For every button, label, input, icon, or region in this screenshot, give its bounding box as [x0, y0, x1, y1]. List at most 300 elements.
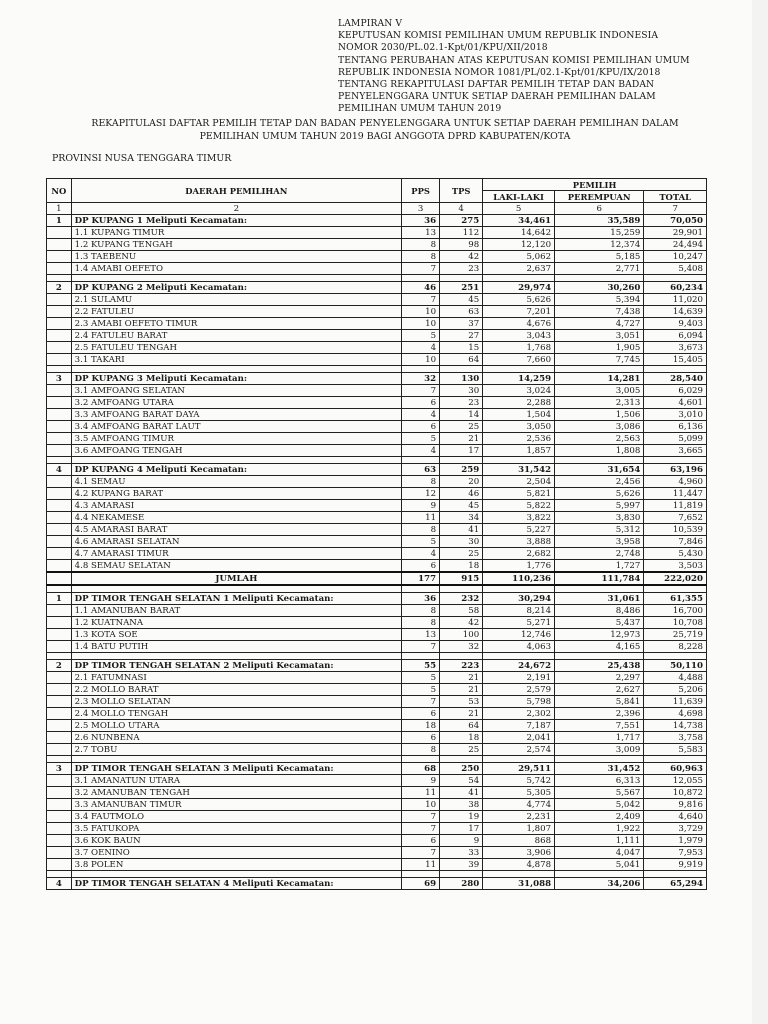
cell-laki: 3,906 [483, 847, 555, 859]
cell-total: 3,665 [644, 445, 707, 457]
cell-tps: 18 [440, 732, 483, 744]
cell-pps: 12 [402, 488, 440, 500]
cell-perempuan: 2,396 [555, 708, 644, 720]
table-row [47, 799, 707, 811]
col-pps: PPS [402, 179, 440, 203]
kecamatan-name: 4.4 NEKAMESE [71, 512, 402, 524]
cell-perempuan: 4,727 [555, 318, 644, 330]
group-tps: 259 [440, 464, 483, 476]
kecamatan-name: 4.2 KUPANG BARAT [71, 488, 402, 500]
cell-laki: 2,302 [483, 708, 555, 720]
group-name: DP TIMOR TENGAH SELATAN 1 Meliputi Kecamatan: [71, 593, 402, 605]
kecamatan-name: 3.1 AMANATUN UTARA [71, 775, 402, 787]
cell-pps: 11 [402, 859, 440, 871]
cell-pps: 4 [402, 548, 440, 560]
table-row [47, 732, 707, 744]
cell-total: 8,228 [644, 641, 707, 653]
district-group-row [47, 878, 707, 890]
cell-total: 1,979 [644, 835, 707, 847]
cell-pps: 8 [402, 605, 440, 617]
table-row [47, 354, 707, 366]
header-line: PEMILIHAN UMUM TAHUN 2019 [338, 103, 502, 115]
header-line: TENTANG REKAPITULASI DAFTAR PEMILIH TETAP DAN BADAN [338, 79, 655, 91]
group-laki: 14,259 [483, 373, 555, 385]
cell-total: 5,430 [644, 548, 707, 560]
district-group-row [47, 282, 707, 294]
kecamatan-name: 2.5 MOLLO UTARA [71, 720, 402, 732]
group-pps: 32 [402, 373, 440, 385]
cell-pps: 7 [402, 696, 440, 708]
cell-laki: 4,676 [483, 318, 555, 330]
cell-perempuan: 1,808 [555, 445, 644, 457]
kecamatan-name: 1.3 TAEBENU [71, 251, 402, 263]
group-tps: 251 [440, 282, 483, 294]
district-group-row [47, 660, 707, 672]
cell-tps: 64 [440, 720, 483, 732]
district-group-row [47, 593, 707, 605]
cell-total: 4,698 [644, 708, 707, 720]
group-no: 3 [47, 763, 72, 775]
jumlah-perempuan: 111,784 [555, 572, 644, 585]
cell-laki: 4,063 [483, 641, 555, 653]
cell-total: 12,055 [644, 775, 707, 787]
group-total: 61,355 [644, 593, 707, 605]
cell-tps: 41 [440, 524, 483, 536]
kecamatan-name: 2.2 MOLLO BARAT [71, 684, 402, 696]
group-perempuan: 25,438 [555, 660, 644, 672]
group-name: DP KUPANG 4 Meliputi Kecamatan: [71, 464, 402, 476]
cell-laki: 5,798 [483, 696, 555, 708]
cell-total: 10,872 [644, 787, 707, 799]
cell-total: 9,919 [644, 859, 707, 871]
cell-total: 7,846 [644, 536, 707, 548]
kecamatan-name: 2.4 MOLLO TENGAH [71, 708, 402, 720]
table-row [47, 385, 707, 397]
cell-pps: 6 [402, 421, 440, 433]
kecamatan-name: 1.2 KUPANG TENGAH [71, 239, 402, 251]
cell-tps: 63 [440, 306, 483, 318]
group-pps: 55 [402, 660, 440, 672]
header-line: PENYELENGGARA UNTUK SETIAP DAERAH PEMILIHAN DALAM [338, 91, 656, 103]
cell-total: 4,960 [644, 476, 707, 488]
cell-pps: 8 [402, 251, 440, 263]
header-line: KEPUTUSAN KOMISI PEMILIHAN UMUM REPUBLIK INDONESIA [338, 30, 659, 42]
column-index: 5 [483, 203, 555, 215]
cell-perempuan: 2,748 [555, 548, 644, 560]
table-row [47, 811, 707, 823]
cell-tps: 23 [440, 263, 483, 275]
cell-total: 14,639 [644, 306, 707, 318]
kecamatan-name: 2.2 FATULEU [71, 306, 402, 318]
cell-tps: 23 [440, 397, 483, 409]
kecamatan-name: 4.6 AMARASI SELATAN [71, 536, 402, 548]
cell-total: 7,953 [644, 847, 707, 859]
cell-laki: 1,807 [483, 823, 555, 835]
group-pps: 69 [402, 878, 440, 890]
cell-pps: 11 [402, 512, 440, 524]
cell-pps: 10 [402, 318, 440, 330]
group-pps: 36 [402, 215, 440, 227]
jumlah-tps: 915 [440, 572, 483, 585]
table-row [47, 605, 707, 617]
cell-pps: 9 [402, 500, 440, 512]
cell-total: 3,673 [644, 342, 707, 354]
table-row [47, 294, 707, 306]
cell-perempuan: 3,086 [555, 421, 644, 433]
cell-total: 15,405 [644, 354, 707, 366]
cell-total: 5,408 [644, 263, 707, 275]
column-index: 2 [71, 203, 402, 215]
cell-perempuan: 3,830 [555, 512, 644, 524]
table-header-row [47, 179, 707, 191]
jumlah-pps: 177 [402, 572, 440, 585]
kecamatan-name: 1.3 KOTA SOE [71, 629, 402, 641]
table-row [47, 823, 707, 835]
cell-perempuan: 5,312 [555, 524, 644, 536]
cell-pps: 8 [402, 239, 440, 251]
group-tps: 130 [440, 373, 483, 385]
group-name: DP TIMOR TENGAH SELATAN 2 Meliputi Kecamatan: [71, 660, 402, 672]
cell-total: 10,247 [644, 251, 707, 263]
cell-tps: 58 [440, 605, 483, 617]
kecamatan-name: 3.5 AMFOANG TIMUR [71, 433, 402, 445]
cell-perempuan: 7,551 [555, 720, 644, 732]
kecamatan-name: 3.7 OENINO [71, 847, 402, 859]
cell-perempuan: 7,745 [555, 354, 644, 366]
cell-perempuan: 1,717 [555, 732, 644, 744]
cell-total: 24,494 [644, 239, 707, 251]
column-index: 4 [440, 203, 483, 215]
table-row [47, 239, 707, 251]
table-row [47, 488, 707, 500]
cell-pps: 7 [402, 294, 440, 306]
cell-perempuan: 5,041 [555, 859, 644, 871]
cell-total: 6,029 [644, 385, 707, 397]
kecamatan-name: 3.4 AMFOANG BARAT LAUT [71, 421, 402, 433]
cell-tps: 39 [440, 859, 483, 871]
group-perempuan: 31,061 [555, 593, 644, 605]
kecamatan-name: 3.5 FATUKOPA [71, 823, 402, 835]
cell-laki: 5,821 [483, 488, 555, 500]
group-total: 65,294 [644, 878, 707, 890]
kecamatan-name: 1.4 BATU PUTIH [71, 641, 402, 653]
cell-tps: 34 [440, 512, 483, 524]
cell-laki: 14,642 [483, 227, 555, 239]
kecamatan-name: 1.2 KUATNANA [71, 617, 402, 629]
group-name: DP KUPANG 2 Meliputi Kecamatan: [71, 282, 402, 294]
cell-pps: 7 [402, 263, 440, 275]
table-row [47, 629, 707, 641]
cell-perempuan: 3,009 [555, 744, 644, 756]
spacer-row [47, 871, 707, 878]
kecamatan-name: 4.1 SEMAU [71, 476, 402, 488]
cell-laki: 3,822 [483, 512, 555, 524]
cell-perempuan: 2,771 [555, 263, 644, 275]
cell-perempuan: 1,506 [555, 409, 644, 421]
cell-perempuan: 6,313 [555, 775, 644, 787]
cell-tps: 37 [440, 318, 483, 330]
cell-tps: 21 [440, 672, 483, 684]
cell-pps: 7 [402, 385, 440, 397]
table-row [47, 696, 707, 708]
kecamatan-name: 3.8 POLEN [71, 859, 402, 871]
table-row [47, 859, 707, 871]
cell-total: 4,640 [644, 811, 707, 823]
cell-laki: 2,574 [483, 744, 555, 756]
cell-tps: 27 [440, 330, 483, 342]
column-index: 1 [47, 203, 72, 215]
cell-laki: 12,746 [483, 629, 555, 641]
kecamatan-name: 2.1 FATUMNASI [71, 672, 402, 684]
table-row [47, 672, 707, 684]
cell-laki: 5,626 [483, 294, 555, 306]
group-pps: 63 [402, 464, 440, 476]
cell-perempuan: 2,313 [555, 397, 644, 409]
table-row [47, 306, 707, 318]
cell-perempuan: 2,297 [555, 672, 644, 684]
col-perempuan: PEREMPUAN [555, 191, 644, 203]
group-total: 70,050 [644, 215, 707, 227]
cell-perempuan: 8,486 [555, 605, 644, 617]
group-no: 1 [47, 593, 72, 605]
table-row [47, 421, 707, 433]
table-row [47, 409, 707, 421]
cell-tps: 21 [440, 433, 483, 445]
group-perempuan: 31,452 [555, 763, 644, 775]
group-tps: 223 [440, 660, 483, 672]
cell-perempuan: 5,567 [555, 787, 644, 799]
cell-pps: 6 [402, 560, 440, 573]
cell-pps: 6 [402, 835, 440, 847]
group-tps: 280 [440, 878, 483, 890]
table-row [47, 342, 707, 354]
cell-laki: 7,187 [483, 720, 555, 732]
cell-laki: 5,227 [483, 524, 555, 536]
cell-pps: 6 [402, 708, 440, 720]
cell-tps: 30 [440, 536, 483, 548]
jumlah-label: JUMLAH [71, 572, 402, 585]
cell-perempuan: 5,997 [555, 500, 644, 512]
cell-total: 11,447 [644, 488, 707, 500]
cell-total: 10,539 [644, 524, 707, 536]
cell-tps: 19 [440, 811, 483, 823]
cell-total: 3,503 [644, 560, 707, 573]
cell-tps: 25 [440, 548, 483, 560]
cell-laki: 2,288 [483, 397, 555, 409]
kecamatan-name: 2.1 SULAMU [71, 294, 402, 306]
group-laki: 29,511 [483, 763, 555, 775]
kecamatan-name: 3.3 AMANUBAN TIMUR [71, 799, 402, 811]
cell-tps: 98 [440, 239, 483, 251]
district-group-row [47, 763, 707, 775]
cell-perempuan: 3,051 [555, 330, 644, 342]
table-row [47, 445, 707, 457]
cell-laki: 868 [483, 835, 555, 847]
cell-total: 11,819 [644, 500, 707, 512]
title-line-2: PEMILIHAN UMUM TAHUN 2019 BAGI ANGGOTA DPRD KABUPATEN/KOTA [199, 131, 571, 142]
table-row [47, 775, 707, 787]
group-tps: 232 [440, 593, 483, 605]
cell-pps: 18 [402, 720, 440, 732]
voter-recap-table [46, 178, 707, 890]
cell-total: 14,738 [644, 720, 707, 732]
cell-laki: 2,504 [483, 476, 555, 488]
cell-tps: 25 [440, 744, 483, 756]
table-row [47, 560, 707, 573]
cell-total: 4,488 [644, 672, 707, 684]
cell-perempuan: 5,437 [555, 617, 644, 629]
cell-laki: 1,504 [483, 409, 555, 421]
cell-laki: 5,062 [483, 251, 555, 263]
spacer-row [47, 457, 707, 464]
spacer-row [47, 275, 707, 282]
cell-total: 5,099 [644, 433, 707, 445]
cell-laki: 2,041 [483, 732, 555, 744]
group-perempuan: 35,589 [555, 215, 644, 227]
group-pps: 36 [402, 593, 440, 605]
group-laki: 24,672 [483, 660, 555, 672]
group-name: DP KUPANG 3 Meliputi Kecamatan: [71, 373, 402, 385]
kecamatan-name: 3.4 FAUTMOLO [71, 811, 402, 823]
table-row [47, 835, 707, 847]
column-index: 6 [555, 203, 644, 215]
table-row [47, 708, 707, 720]
group-name: DP TIMOR TENGAH SELATAN 3 Meliputi Kecamatan: [71, 763, 402, 775]
cell-pps: 6 [402, 732, 440, 744]
cell-laki: 3,024 [483, 385, 555, 397]
cell-total: 11,639 [644, 696, 707, 708]
cell-pps: 10 [402, 799, 440, 811]
cell-perempuan: 4,047 [555, 847, 644, 859]
cell-tps: 54 [440, 775, 483, 787]
kecamatan-name: 2.5 FATULEU TENGAH [71, 342, 402, 354]
group-total: 63,196 [644, 464, 707, 476]
document-title [40, 117, 730, 143]
group-laki: 34,461 [483, 215, 555, 227]
col-total: TOTAL [644, 191, 707, 203]
cell-tps: 25 [440, 421, 483, 433]
cell-pps: 4 [402, 342, 440, 354]
cell-pps: 4 [402, 445, 440, 457]
group-perempuan: 31,654 [555, 464, 644, 476]
cell-laki: 12,120 [483, 239, 555, 251]
table-row [47, 330, 707, 342]
cell-tps: 21 [440, 684, 483, 696]
cell-perempuan: 5,042 [555, 799, 644, 811]
cell-laki: 2,579 [483, 684, 555, 696]
cell-tps: 100 [440, 629, 483, 641]
group-perempuan: 30,260 [555, 282, 644, 294]
group-no: 1 [47, 215, 72, 227]
kecamatan-name: 3.1 AMFOANG SELATAN [71, 385, 402, 397]
cell-pps: 13 [402, 227, 440, 239]
table-row [47, 744, 707, 756]
cell-total: 16,700 [644, 605, 707, 617]
title-line-1: REKAPITULASI DAFTAR PEMILIH TETAP DAN BADAN PENYELENGGARA UNTUK SETIAP DAERAH PEMILIHAN DALAM [91, 118, 679, 129]
cell-total: 3,010 [644, 409, 707, 421]
group-laki: 30,294 [483, 593, 555, 605]
cell-tps: 45 [440, 500, 483, 512]
cell-tps: 18 [440, 560, 483, 573]
cell-tps: 45 [440, 294, 483, 306]
cell-laki: 7,201 [483, 306, 555, 318]
cell-pps: 5 [402, 433, 440, 445]
cell-laki: 2,536 [483, 433, 555, 445]
table-row [47, 524, 707, 536]
cell-tps: 17 [440, 823, 483, 835]
group-name: DP TIMOR TENGAH SELATAN 4 Meliputi Kecamatan: [71, 878, 402, 890]
cell-laki: 4,774 [483, 799, 555, 811]
group-no: 2 [47, 282, 72, 294]
cell-tps: 64 [440, 354, 483, 366]
kecamatan-name: 1.1 KUPANG TIMUR [71, 227, 402, 239]
cell-laki: 5,822 [483, 500, 555, 512]
table-row [47, 641, 707, 653]
kecamatan-name: 4.7 AMARASI TIMUR [71, 548, 402, 560]
table-body [47, 215, 707, 890]
cell-laki: 5,305 [483, 787, 555, 799]
kecamatan-name: 3.2 AMANUBAN TENGAH [71, 787, 402, 799]
col-pemilih: PEMILIH [483, 179, 707, 191]
cell-pps: 5 [402, 536, 440, 548]
cell-tps: 46 [440, 488, 483, 500]
cell-pps: 5 [402, 684, 440, 696]
col-tps: TPS [440, 179, 483, 203]
cell-tps: 30 [440, 385, 483, 397]
cell-laki: 3,050 [483, 421, 555, 433]
cell-perempuan: 2,456 [555, 476, 644, 488]
column-index: 7 [644, 203, 707, 215]
table-row [47, 433, 707, 445]
table-row [47, 263, 707, 275]
cell-laki: 4,878 [483, 859, 555, 871]
cell-total: 6,094 [644, 330, 707, 342]
cell-perempuan: 15,259 [555, 227, 644, 239]
district-group-row [47, 215, 707, 227]
cell-total: 7,652 [644, 512, 707, 524]
table-row [47, 720, 707, 732]
cell-pps: 7 [402, 847, 440, 859]
cell-pps: 6 [402, 397, 440, 409]
kecamatan-name: 3.2 AMFOANG UTARA [71, 397, 402, 409]
cell-laki: 3,043 [483, 330, 555, 342]
cell-pps: 7 [402, 823, 440, 835]
table-row [47, 548, 707, 560]
cell-perempuan: 5,185 [555, 251, 644, 263]
cell-total: 3,758 [644, 732, 707, 744]
group-name: DP KUPANG 1 Meliputi Kecamatan: [71, 215, 402, 227]
cell-total: 9,403 [644, 318, 707, 330]
kecamatan-name: 3.6 AMFOANG TENGAH [71, 445, 402, 457]
cell-perempuan: 2,563 [555, 433, 644, 445]
cell-tps: 32 [440, 641, 483, 653]
cell-tps: 42 [440, 251, 483, 263]
table-row [47, 500, 707, 512]
cell-perempuan: 1,727 [555, 560, 644, 573]
cell-total: 6,136 [644, 421, 707, 433]
cell-perempuan: 12,374 [555, 239, 644, 251]
group-total: 28,540 [644, 373, 707, 385]
district-group-row [47, 373, 707, 385]
kecamatan-name: 3.3 AMFOANG BARAT DAYA [71, 409, 402, 421]
cell-laki: 3,888 [483, 536, 555, 548]
cell-tps: 41 [440, 787, 483, 799]
kecamatan-name: 2.4 FATULEU BARAT [71, 330, 402, 342]
cell-perempuan: 1,111 [555, 835, 644, 847]
group-laki: 31,088 [483, 878, 555, 890]
cell-laki: 2,637 [483, 263, 555, 275]
kecamatan-name: 2.7 TOBU [71, 744, 402, 756]
